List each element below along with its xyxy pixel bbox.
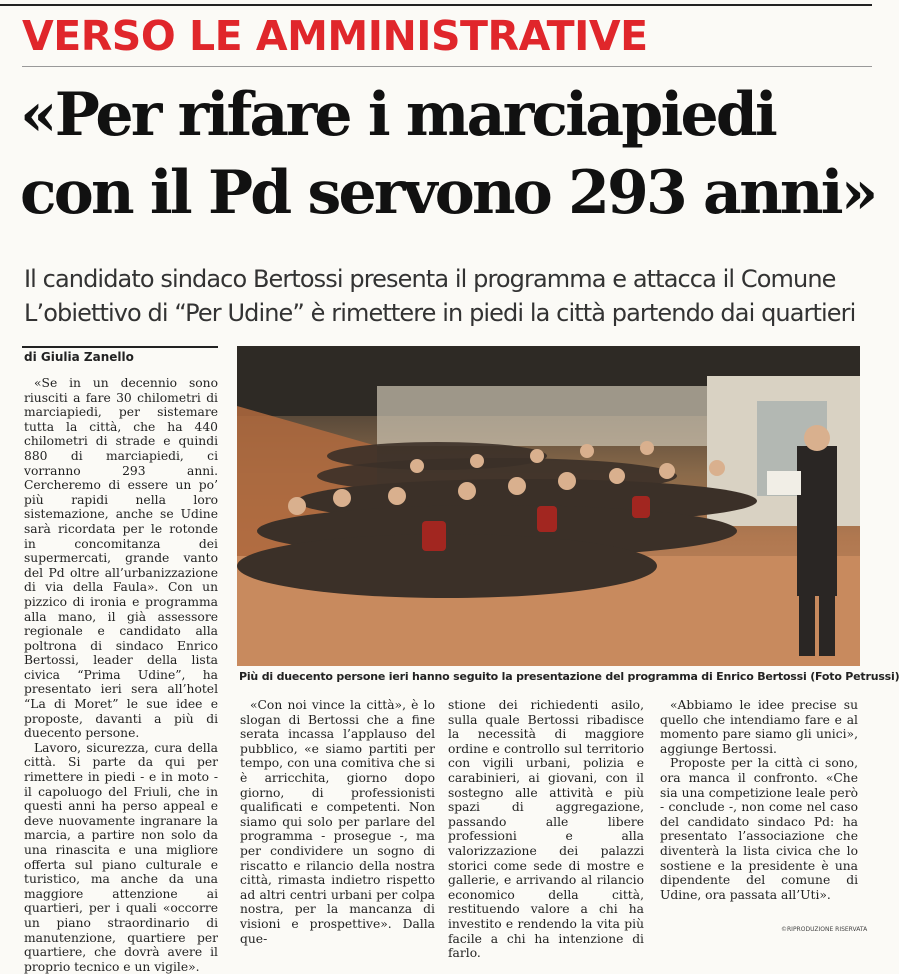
subheadline-line-2: L’obiettivo di “Per Udine” è rimettere in piedi la città partendo dai quartieri (24, 299, 856, 327)
article-column-2 (240, 698, 435, 946)
paragraph: stione dei richiedenti asilo, sulla quale Bertossi ribadisce la necessità di maggiore ordine e controllo sul territorio con vigili urbani, polizia e carabinieri, ai giovani, con il sostegno alle attività e più spazi di aggregazione, passando alle libere professioni e alla valorizzazione dei palazzi storici come sede di mostre e gallerie, e arrivando al rilancio economico della città, restituendo valore a chi ha investito e rendendo la vita più facile a chi ha intenzione di farlo. (448, 698, 644, 961)
paragraph: «Con noi vince la città», è lo slogan di Bertossi che a fine serata incassa l’applauso del pubblico, «e siamo partiti per tempo, con una comitiva che si è arricchita, giorno dopo giorno, di professionisti qualificati e competenti. Non siamo qui solo per parlare del programma - prosegue -, ma per condividere un sogno di riscatto e rilancio della nostra città, rimasta indietro rispetto ad altri centri urbani per colpa nostra, per la mancanza di visioni e prospettive». Dalla que- (240, 698, 435, 946)
top-rule (0, 4, 872, 6)
event-photo (237, 346, 860, 666)
article-column-4 (660, 698, 858, 902)
reproduction-notice: ©RIPRODUZIONE RISERVATA (781, 926, 868, 933)
subheadline-line-1: Il candidato sindaco Bertossi presenta il programma e attacca il Comune (24, 265, 836, 293)
paragraph: Lavoro, sicurezza, cura della città. Si parte da qui per rimettere in piedi - e in moto - il capoluogo del Friuli, che in questi anni ha perso appeal e deve nuovamente ingranare la marcia, a partire non solo da una rinascita e una migliore offerta sul piano culturale e turistico, ma anche da una maggiore attenzione ai quartieri, per i quali «occorre un piano straordinario di manutenzione, quartiere per quartiere, che dovrà avere il proprio tecnico e un vigile». (24, 740, 218, 974)
paragraph: Proposte per la città ci sono, ora manca il confronto. «Che sia una competizione leale però - conclude -, non come nel caso del candidato sindaco Pd: ha presentato l’associazione che diventerà la lista civica che lo sostiene e la presidente è una dipendente del comune di Udine, ora passata all’Uti». (660, 756, 858, 902)
paragraph: «Abbiamo le idee precise su quello che intendiamo fare e al momento pare siamo gli unici», aggiunge Bertossi. (660, 698, 858, 756)
byline-rule (22, 346, 218, 348)
article-column-3 (448, 698, 644, 961)
kicker-divider (22, 66, 872, 67)
photo-caption: Più di duecento persone ieri hanno seguito la presentazione del programma di Enrico Bertossi (Foto Petrussi) (239, 670, 899, 683)
headline (20, 76, 876, 232)
subheadline (24, 262, 864, 330)
paragraph: «Se in un decennio sono riusciti a fare 30 chilometri di marciapiedi, per sistemare tutta la città, che ha 440 chilometri di strade e quindi 880 di marciapiedi, ci vorranno 293 anni. Cercheremo di essere un po’ più rapidi nella loro sistemazione, anche se Udine sarà ricordata per le rotonde in concomitanza dei supermercati, grande vanto del Pd oltre all’urbanizzazione di via della Faula». Con un pizzico di ironia e programma alla mano, il già assessore regionale e candidato alla poltrona di sindaco Enrico Bertossi, leader della lista civica “Prima Udine”, ha presentato ieri sera all’hotel “La di Moret” le sue idee e proposte, davanti a più di duecento persone. (24, 376, 218, 741)
article-column-1 (24, 376, 218, 974)
section-kicker: VERSO LE AMMINISTRATIVE (22, 12, 648, 60)
byline: di Giulia Zanello (24, 350, 134, 364)
audience-illustration (237, 346, 860, 666)
headline-line-1: «Per rifare i marciapiedi (20, 80, 775, 150)
headline-line-2: con il Pd servono 293 anni» (20, 158, 876, 228)
